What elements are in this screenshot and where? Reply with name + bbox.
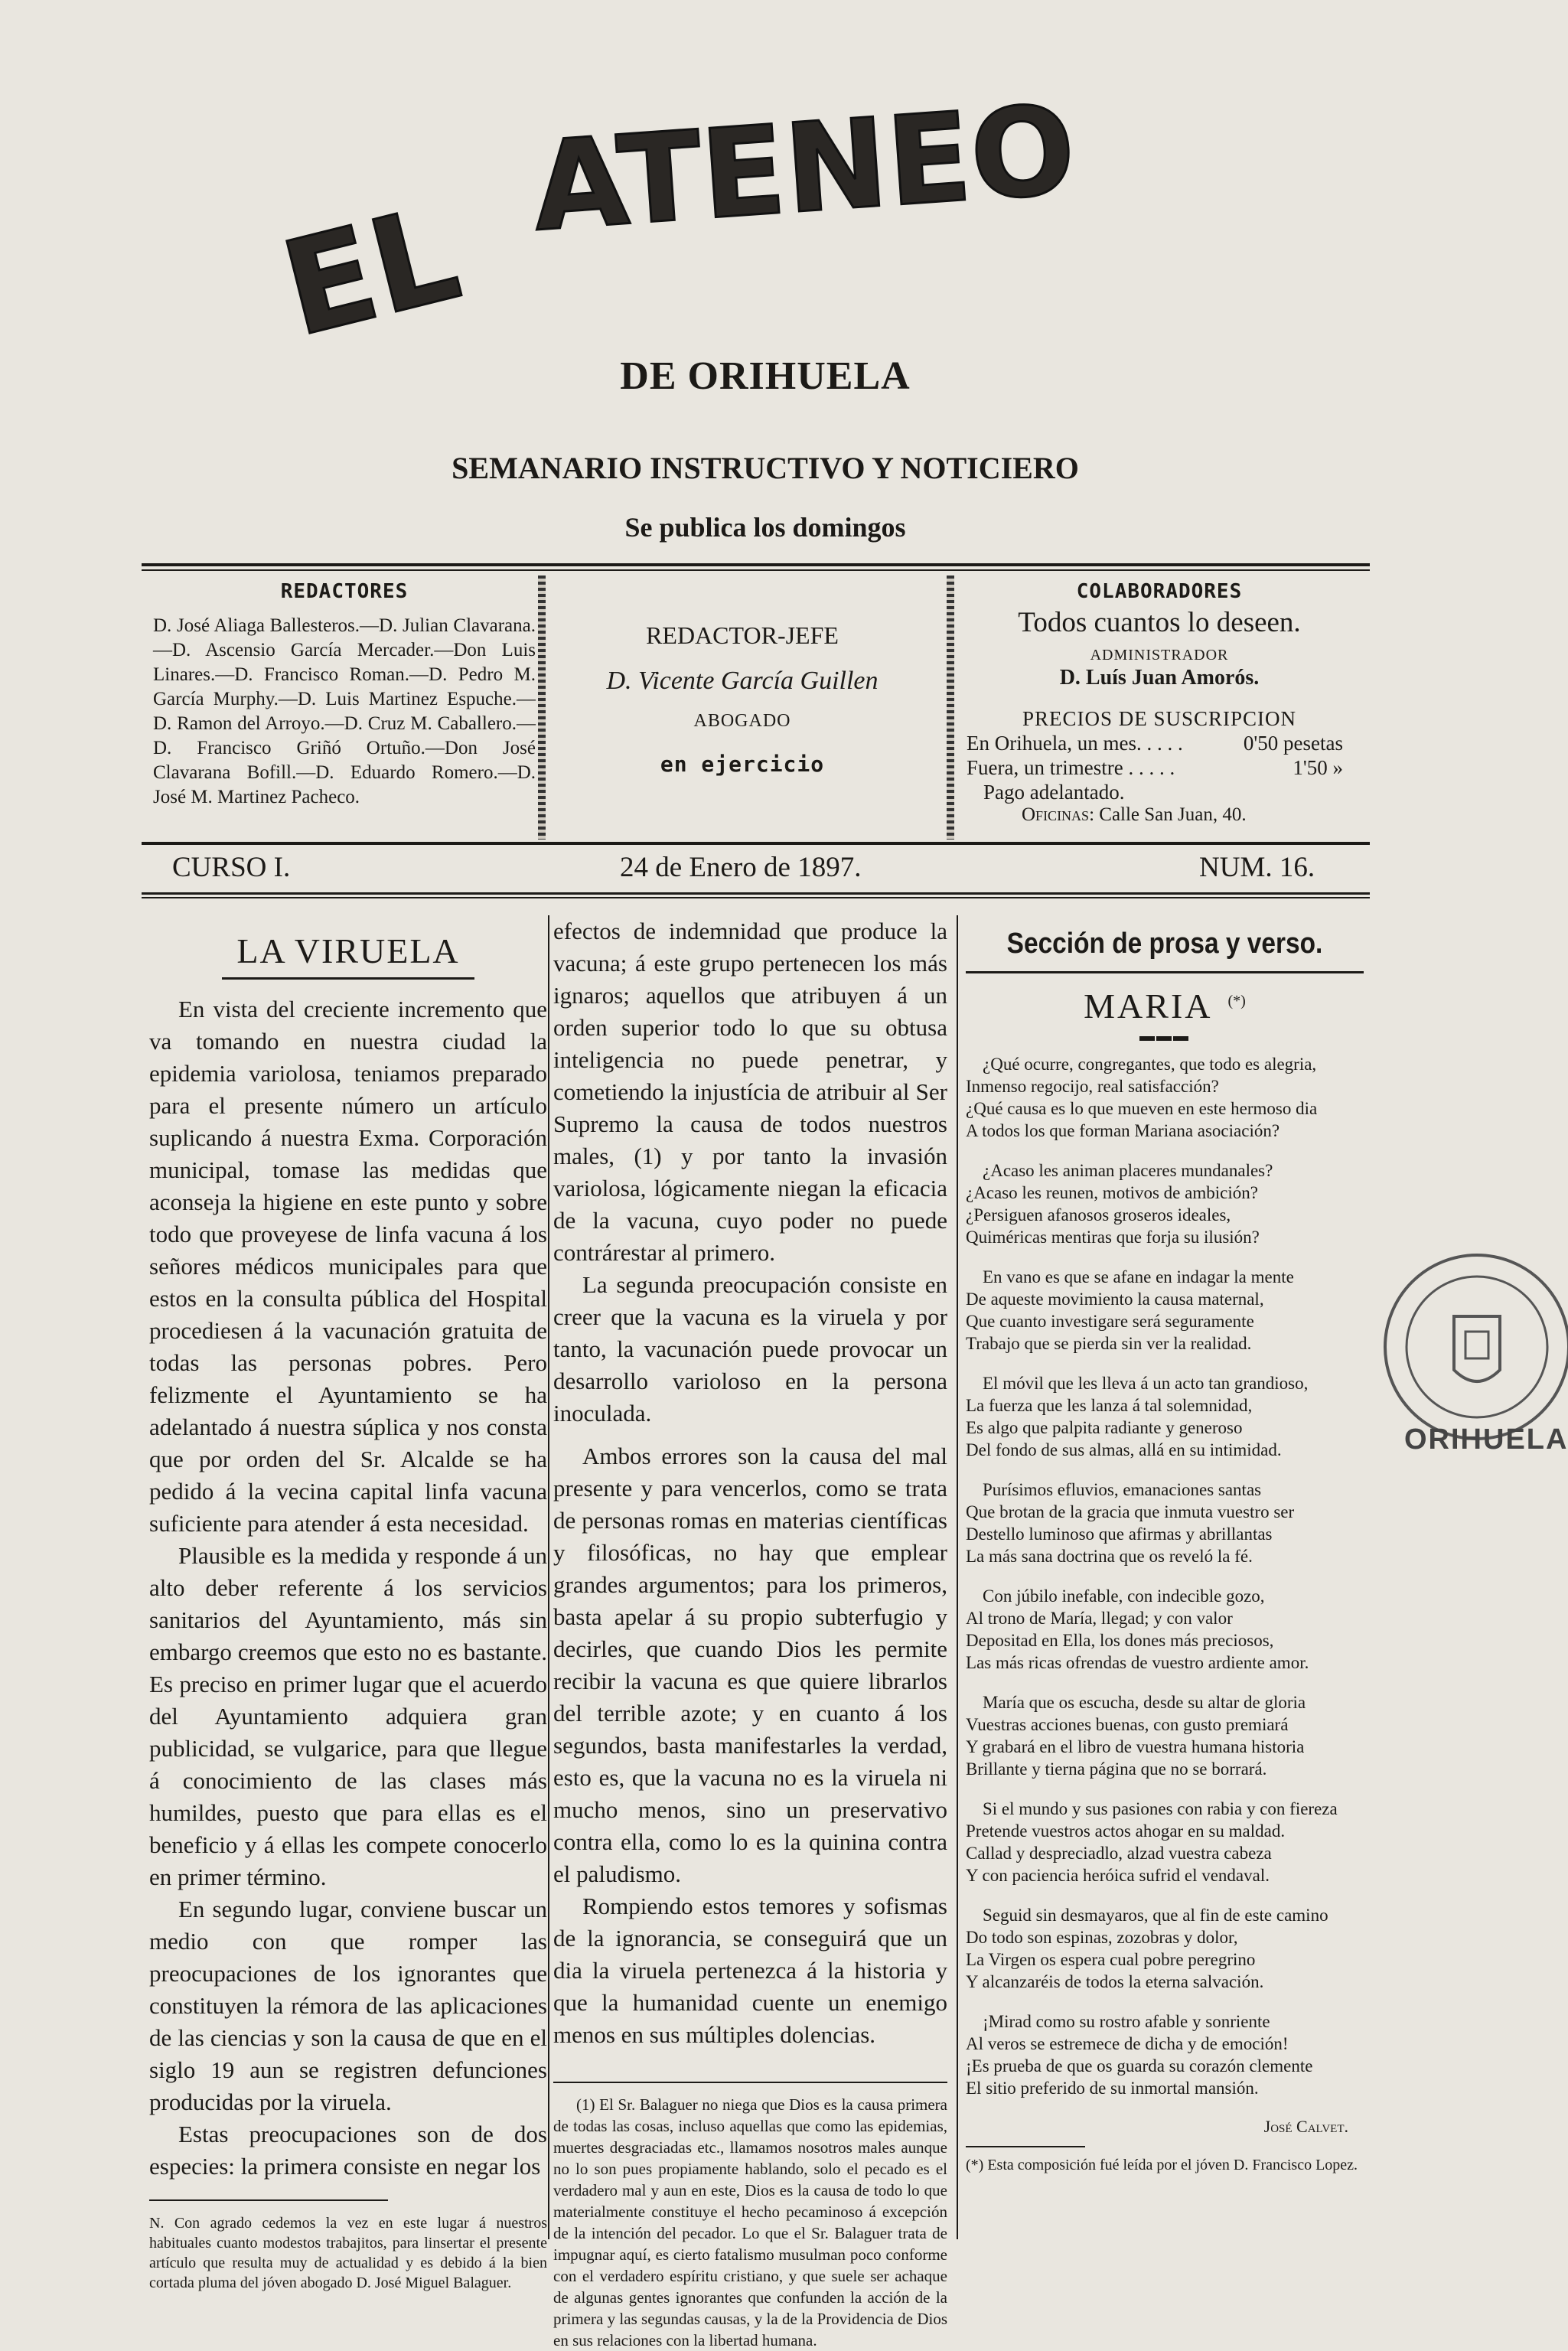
colaboradores-box <box>960 576 1358 840</box>
poem-verse: ¿Acaso les animan placeres mundanales? <box>983 1161 1273 1180</box>
poem-verse: Destello luminoso que afirmas y abrillantas <box>966 1524 1273 1544</box>
poem-verse: Brillante y tierna página que no se borrará. <box>966 1759 1267 1779</box>
poem-stanza <box>966 1266 1364 1355</box>
issue-rule-thin <box>142 897 1370 898</box>
poem-verse: Si el mundo y sus pasiones con rabia y con fiereza <box>983 1799 1338 1818</box>
poem-stanza <box>966 2010 1364 2099</box>
poem-stanza <box>966 1372 1364 1461</box>
poem-verse: ¿Acaso les reunen, motivos de ambición? <box>966 1183 1258 1202</box>
poem-title <box>966 986 1364 1026</box>
poem-verse: Depositad en Ella, los dones más preciosos, <box>966 1631 1274 1650</box>
poem-verse: ¡Es prueba de que os guarda su corazón clemente <box>966 2056 1313 2075</box>
poem-body <box>966 1053 1364 2099</box>
poem-verse: El sitio preferido de su inmortal mansión. <box>966 2079 1259 2098</box>
city-title: DE ORIHUELA <box>620 354 911 398</box>
stamp-outer-ring <box>1385 1255 1568 1439</box>
stamp-shield-icon <box>1454 1316 1500 1381</box>
stamp-text: ORIHUELA <box>1404 1423 1568 1456</box>
redactores-heading: REDACTORES <box>280 580 409 603</box>
poem-stanza <box>966 1053 1364 1142</box>
box-top-rule <box>142 563 1370 566</box>
poem-verse: Quiméricas mentiras que forja su ilusión? <box>966 1228 1260 1247</box>
poem-verse: La más sana doctrina que os reveló la fé. <box>966 1547 1253 1566</box>
article-paragraph: En segundo lugar, conviene buscar un medio con que romper las preocupaciones de los ignorantes que constituyen la rémora de las aplicaciones de las ciencias y son la causa de que en el siglo 19 aun se registren defunciones producidas por la viruela. <box>149 1896 547 2115</box>
colaboradores-heading: COLABORADORES <box>1076 580 1243 603</box>
issue-number: NUM. 16. <box>1199 852 1315 883</box>
poem-ornament: ▬▬▬ <box>1139 1028 1190 1045</box>
poem-verse: Las más ricas ofrendas de vuestro ardiente amor. <box>966 1653 1309 1672</box>
article-paragraph: Estas preocupaciones son de dos especies: la primera consiste en negar los <box>149 2121 547 2180</box>
colaboradores-text: Todos cuantos lo deseen. <box>1018 607 1301 638</box>
poem-verse: Purísimos efluvios, emanaciones santas <box>983 1480 1262 1499</box>
redactores-box <box>153 576 536 840</box>
article-paragraph: Ambos errores son la causa del mal presente y para vencerlos, como se trata de personas romas en materias científicas y filosóficas, no hay que emplear grandes argumentos; para los primeros, basta apelar á su propio subterfugio y decirles, que cuando Dios les permite recibir la vacuna es que quiere librarlos del terrible azote; y en cuanto á los segundos, basta manifestarles la verdad, esto es, que la vacuna no es la viruela ni mucho menos, sino un preservativo contra ella, como lo es la quinina contra el paludismo. <box>553 1443 947 1887</box>
footnote-rule <box>553 2082 947 2083</box>
curso-label: CURSO I. <box>172 852 291 883</box>
issue-date: 24 de Enero de 1897. <box>620 852 862 883</box>
masthead-title <box>176 77 1270 367</box>
poem-verse: Al trono de María, llegad; y con valor <box>966 1609 1233 1628</box>
poem-verse: ¡Mirad como su rostro afable y sonriente <box>983 2012 1270 2031</box>
publication-note: Se publica los domingos <box>624 512 906 543</box>
redactor-jefe-name: D. Vicente García Guillen <box>606 667 879 695</box>
article-paragraph: Plausible es la medida y responde á un alto deber referente á los servicios sanitarios del Ayuntamiento, más sin embargo creemos que esto no es bastante. Es preciso en primer lugar que el acuerdo del Ayuntamiento adquiera gran publicidad, se vulgarice, para que llegue á conocimiento de las clases más humildes, puesto que para ellas es el beneficio y á ellas les compete conocerlo en primer término. <box>149 1542 547 1890</box>
poem-verse: Trabajo que se pierda sin ver la realidad. <box>966 1334 1252 1353</box>
box-separator-right <box>947 576 954 840</box>
poem-verse: Y con paciencia heróica sufrid el vendaval. <box>966 1866 1270 1885</box>
poem-footnote-rule <box>966 2146 1085 2147</box>
poem-stanza <box>966 1904 1364 1993</box>
poem-stanza <box>966 1798 1364 1886</box>
article-column-2 <box>553 915 947 2351</box>
article-paragraph: efectos de indemnidad que produce la vacuna; á este grupo pertenecen los más ignaros; aquellos que atribuyen á un orden superior todo lo que su obtusa inteligencia no puede penetrar, y cometiendo la injustícia de atribuir al Ser Supremo la causa de todos nuestros males, (1) y por tanto la invasión variolosa, lógicamente niegan la eficacia de la vacuna, cuyo poder no puede contrárestar al primero. <box>553 918 947 1266</box>
poem-verse: Del fondo de sus almas, allá en su intimidad. <box>966 1440 1282 1459</box>
price-row <box>960 755 1358 780</box>
poetry-column <box>966 915 1364 2175</box>
poem-footnote: (*) Esta composición fué leída por el jóven D. Francisco Lopez. <box>966 2157 1358 2173</box>
poem-verse: Es algo que palpita radiante y generoso <box>966 1418 1243 1437</box>
poem-verse: Vuestras acciones buenas, con gusto premiará <box>966 1715 1289 1734</box>
article-footnote: (1) El Sr. Balaguer no niega que Dios es la causa primera de todas las cosas, incluso aquellas que como las epidemias, muertes desgraciadas etc., llamamos nosotros males aunque no lo son pues propiamente hablando, solo el pecado es el verdadero mal y aun en este, Dios es la causa de todo lo que materialmente constituye el hecho pecaminoso á excepción de la intención del pecador. Lo que el Sr. Balaguer trata de impugnar aquí, es cierto fatalismo musulman poco conforme con el verdadero espíritu cristiano, y que suele ser achaque de algunas gentes ignorantes que confunden la acción de la primera y las segundas causas, y la de la Providencia de Dios en sus relaciones con la libertad humana. <box>553 2095 947 2349</box>
poem-verse: Y alcanzaréis de todos la eterna salvación. <box>966 1972 1264 1991</box>
poem-verse: Seguid sin desmayaros, que al fin de este camino <box>983 1906 1328 1925</box>
pago-note: Pago adelantado. <box>983 781 1125 804</box>
stamp-inner-ring <box>1407 1277 1547 1417</box>
poem-verse: Do todo son espinas, zozobras y dolor, <box>966 1928 1238 1947</box>
price-row-label: Fuera, un trimestre . . . . . <box>967 756 1175 779</box>
column-rule-1 <box>548 915 549 2239</box>
oficinas-value: Calle San Juan, 40. <box>1099 804 1247 825</box>
price-row-label: En Orihuela, un mes. . . . . <box>967 732 1183 755</box>
poem-verse: Que brotan de la gracia que inmuta vuestro ser <box>966 1502 1295 1521</box>
poem-verse: A todos los que forman Mariana asociación? <box>966 1121 1280 1140</box>
poem-verse: ¿Qué causa es lo que mueven en este hermoso dia <box>966 1099 1318 1118</box>
issue-rule <box>142 892 1370 895</box>
box-top-rule-thin <box>142 569 1370 571</box>
box-separator-left <box>538 576 546 840</box>
redactor-jefe-status: en ejercicio <box>660 752 825 777</box>
poem-title-mark: (*) <box>1227 992 1246 1009</box>
price-row <box>960 731 1358 755</box>
poem-stanza <box>966 1159 1364 1248</box>
poem-verse: La fuerza que les lanza á tal solemnidad, <box>966 1396 1253 1415</box>
poem-verse: Al veros se estremece de dicha y de emoción! <box>966 2034 1289 2053</box>
article-paragraph: Rompiendo estos temores y sofismas de la ignorancia, se conseguirá que un dia la viruela pertenezca á la historia y que la humanidad cuente un enemigo menos en sus múltiples dolencias. <box>553 1893 947 2048</box>
poem-verse: ¿Qué ocurre, congregantes, que todo es alegria, <box>983 1055 1317 1074</box>
box-bottom-rule <box>142 842 1370 845</box>
poem-verse: De aqueste movimiento la causa maternal, <box>966 1290 1264 1309</box>
price-row-value: 0'50 pesetas <box>1243 732 1343 755</box>
poem-stanza <box>966 1479 1364 1567</box>
oficinas-line <box>960 804 1358 826</box>
article-column-1 <box>149 915 547 2293</box>
article-title: LA VIRUELA <box>236 931 460 970</box>
article-paragraph: La segunda preocupación consiste en creer que la vacuna es la viruela y por tanto, la vacunación puede provocar un desarrollo varioloso en la persona inoculada. <box>553 1271 947 1427</box>
poem-verse: En vano es que se afane en indagar la mente <box>983 1267 1294 1286</box>
redactor-jefe-heading: REDACTOR-JEFE <box>646 621 839 649</box>
precios-heading: PRECIOS DE SUSCRIPCION <box>1022 707 1297 730</box>
administrador-label: ADMINISTRADOR <box>1090 647 1229 664</box>
column-rule-2 <box>957 915 958 2239</box>
poem-title-text: MARIA <box>1084 986 1213 1026</box>
redactores-names: D. José Aliaga Ballesteros.—D. Julian Clavarana.—D. Ascensio García Mercader.—Don Luis Linares.—D. Francisco Roman.—D. Pedro M. García Murphy.—D. Luis Martinez Espuche.—D. Ramon del Arroyo.—D. Cruz M. Caballero.—D. Francisco Griñó Ortuño.—Don José Clavarana Bofill.—D. Eduardo Romero.—D. José M. Martinez Pacheco. <box>153 615 536 807</box>
poem-verse: El móvil que les lleva á un acto tan grandioso, <box>983 1374 1309 1393</box>
masthead-word-ateneo: ATENEO <box>528 77 1080 259</box>
masthead-svg <box>176 77 1270 367</box>
poem-verse: Callad y despreciadlo, alzad vuestra cabeza <box>966 1844 1272 1863</box>
poem-stanza <box>966 1585 1364 1674</box>
subtitle: SEMANARIO INSTRUCTIVO Y NOTICIERO <box>451 451 1079 485</box>
masthead-word-el: EL <box>269 178 473 367</box>
poem-verse: Inmenso regocijo, real satisfacción? <box>966 1077 1219 1096</box>
poem-verse: Que cuanto investigare será seguramente <box>966 1312 1254 1331</box>
poem-verse: La Virgen os espera cual pobre peregrino <box>966 1950 1256 1969</box>
oficinas-label: Oficinas: <box>1022 804 1095 825</box>
poem-verse: Con júbilo inefable, con indecible gozo, <box>983 1586 1265 1606</box>
poem-author: José Calvet. <box>1263 2117 1348 2136</box>
administrador-name: D. Luís Juan Amorós. <box>1059 666 1260 690</box>
poem-verse: María que os escucha, desde su altar de gloria <box>983 1693 1306 1712</box>
redactor-jefe-box <box>551 576 934 840</box>
redactor-jefe-title: ABOGADO <box>693 711 791 731</box>
poem-stanza <box>966 1691 1364 1780</box>
poem-verse: Y grabará en el libro de vuestra humana historia <box>966 1737 1305 1756</box>
article-paragraph: En vista del creciente incremento que va tomando en nuestra ciudad la epidemia variolosa, teniamos preparado para el presente número un artículo suplicando á nuestra Exma. Corporación municipal, tomase las medidas que aconseja la higiene en este punto y sobre todo que proveyese de linfa vacuna á los señores médicos municipales para que estos en la consulta pública del Hospital procediesen á la vacunación gratuita de todas las personas pobres. Pero felizmente el Ayuntamiento se ha adelantado á nuestra súplica y nos consta que por orden del Sr. Alcalde se ha pedido á la vecina capital linfa vacuna suficiente para atender á esta necesidad. <box>149 996 547 1537</box>
section-title: Sección de prosa y verso. <box>1006 928 1323 960</box>
price-row-value: 1'50 » <box>1293 756 1343 779</box>
poem-verse: Pretende vuestros actos ahogar en su maldad. <box>966 1821 1286 1841</box>
section-rule <box>966 971 1364 973</box>
poem-verse: ¿Persiguen afanosos groseros ideales, <box>966 1205 1231 1224</box>
stamp-tower-icon <box>1465 1332 1488 1358</box>
article-title-rule <box>222 977 474 980</box>
editor-note: N. Con agrado cedemos la vez en este lugar á nuestros habituales cuanto modestos trabajitos, para linsertar el presente artículo que resulta muy de actualidad y es debido á la bien cortada pluma del jóven abogado D. José Miguel Balaguer. <box>149 2215 547 2291</box>
editor-note-rule <box>149 2199 388 2201</box>
